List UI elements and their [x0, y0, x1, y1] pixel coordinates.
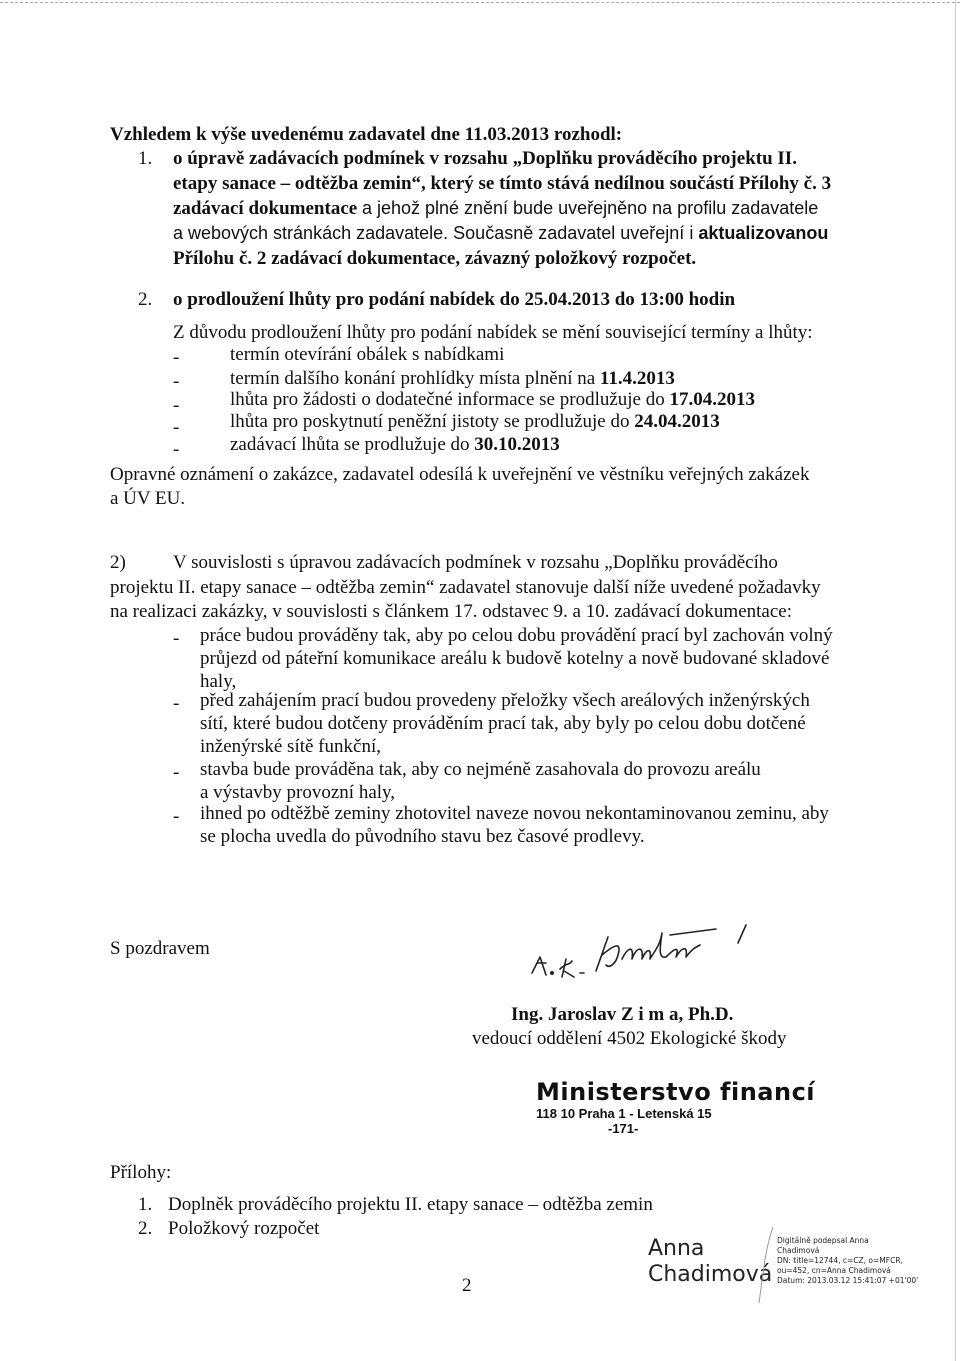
- list-dash: -: [173, 347, 180, 368]
- attachment-item: Doplněk prováděcího projektu II. etapy sanace – odtěžba zemin: [168, 1194, 653, 1215]
- attachment-number: 1.: [138, 1194, 153, 1215]
- stamp-code: -171-: [608, 1121, 639, 1136]
- right-border-line: [955, 0, 956, 1361]
- list-dash: -: [173, 371, 180, 392]
- list-item: termín dalšího konání prohlídky místa plnění na 11.4.2013: [230, 368, 675, 389]
- bullet-line: ihned po odtěžbě zeminy zhotovitel naveze novou nekontaminovanou zeminu, aby: [200, 803, 829, 824]
- decision1-line: Přílohu č. 2 zadávací dokumentace, závazný položkový rozpočet.: [173, 248, 697, 269]
- list-dash: -: [173, 693, 180, 714]
- top-border-line: [0, 2, 960, 3]
- section2-line: V souvislosti s úpravou zadávacích podmínek v rozsahu „Doplňku prováděcího: [173, 552, 778, 573]
- stamp-organization: Ministerstvo financí: [536, 1078, 816, 1106]
- section2-number: 2): [110, 552, 126, 573]
- list-dash: -: [173, 762, 180, 783]
- bullet-line: a výstavby provozní haly,: [200, 782, 396, 803]
- digital-signature-info: Digitálně podepsal Anna Chadimová DN: title=12744, c=CZ, o=MFCR, ou=452, cn=Anna Chadimová Datum: 2013.03.12 15:41:07 +01'00': [777, 1236, 919, 1285]
- decision1-number: 1.: [138, 148, 153, 169]
- notice-line: a ÚV EU.: [110, 488, 186, 509]
- digital-signature-name: Chadimová: [648, 1262, 773, 1287]
- handwritten-signature: [510, 915, 770, 995]
- decision1-line: zadávací dokumentace a jehož plné znění bude uveřejněno na profilu zadavatele: [173, 198, 819, 219]
- intro-text: Vzhledem k výše uvedenému zadavatel dne 11.03.2013 rozhodl:: [110, 124, 623, 145]
- bullet-line: průjezd od páteřní komunikace areálu k budově kotelny a nově budované skladové: [200, 648, 830, 669]
- list-dash: -: [173, 439, 180, 460]
- attachment-item: Položkový rozpočet: [168, 1218, 320, 1239]
- signature-divider-line: [755, 1225, 779, 1305]
- list-dash: -: [173, 806, 180, 827]
- bullet-line: se plocha uvedla do původního stavu bez časové prodlevy.: [200, 826, 645, 847]
- attachment-number: 2.: [138, 1218, 153, 1239]
- closing-text: S pozdravem: [110, 938, 210, 959]
- digital-signature-name: Anna: [648, 1236, 705, 1261]
- decision2-intro: Z důvodu prodloužení lhůty pro podání nabídek se mění související termíny a lhůty:: [173, 322, 813, 343]
- bullet-line: práce budou prováděny tak, aby po celou dobu provádění prací byl zachován volný: [200, 625, 833, 646]
- page-number: 2: [462, 1275, 472, 1296]
- list-item: lhůta pro poskytnutí peněžní jistoty se prodlužuje do 24.04.2013: [230, 411, 720, 432]
- decision2-heading: o prodloužení lhůty pro podání nabídek do 25.04.2013 do 13:00 hodin: [173, 289, 736, 310]
- list-dash: -: [173, 417, 180, 438]
- bullet-line: sítí, které budou dotčeny prováděním prací tak, aby byly po celou dobu dotčené: [200, 713, 806, 734]
- signatory-title: vedoucí oddělení 4502 Ekologické škody: [472, 1028, 787, 1049]
- bullet-line: stavba bude prováděna tak, aby co nejméně zasahovala do provozu areálu: [200, 759, 761, 780]
- section2-line: projektu II. etapy sanace – odtěžba zemin“ zadavatel stanovuje další níže uvedené požadavky: [110, 577, 821, 598]
- section2-line: na realizaci zakázky, v souvislosti s článkem 17. odstavec 9. a 10. zadávací dokumentace:: [110, 601, 792, 622]
- list-item: zadávací lhůta se prodlužuje do 30.10.2013: [230, 434, 560, 455]
- decision1-line: a webových stránkách zadavatele. Současně zadavatel uveřejní i aktualizovanou: [173, 223, 829, 243]
- signatory-name: Ing. Jaroslav Z i m a, Ph.D.: [511, 1004, 734, 1025]
- bullet-line: před zahájením prací budou provedeny přeložky všech areálových inženýrských: [200, 690, 810, 711]
- list-item: lhůta pro žádosti o dodatečné informace se prodlužuje do 17.04.2013: [230, 389, 755, 410]
- stamp-address: 118 10 Praha 1 - Letenská 15: [536, 1106, 712, 1121]
- list-item: termín otevírání obálek s nabídkami: [230, 344, 505, 365]
- notice-line: Opravné oznámení o zakázce, zadavatel odesílá k uveřejnění ve věstníku veřejných zakázek: [110, 464, 810, 485]
- attachments-label: Přílohy:: [110, 1162, 172, 1183]
- list-dash: -: [173, 628, 180, 649]
- list-dash: -: [173, 395, 180, 416]
- decision1-line: o úpravě zadávacích podmínek v rozsahu „Doplňku prováděcího projektu II.: [173, 148, 797, 169]
- bullet-line: haly,: [200, 671, 237, 692]
- bullet-line: inženýrské sítě funkční,: [200, 736, 381, 757]
- decision2-number: 2.: [138, 289, 153, 310]
- decision1-line: etapy sanace – odtěžba zemin“, který se tímto stává nedílnou součástí Přílohy č. 3: [173, 173, 832, 194]
